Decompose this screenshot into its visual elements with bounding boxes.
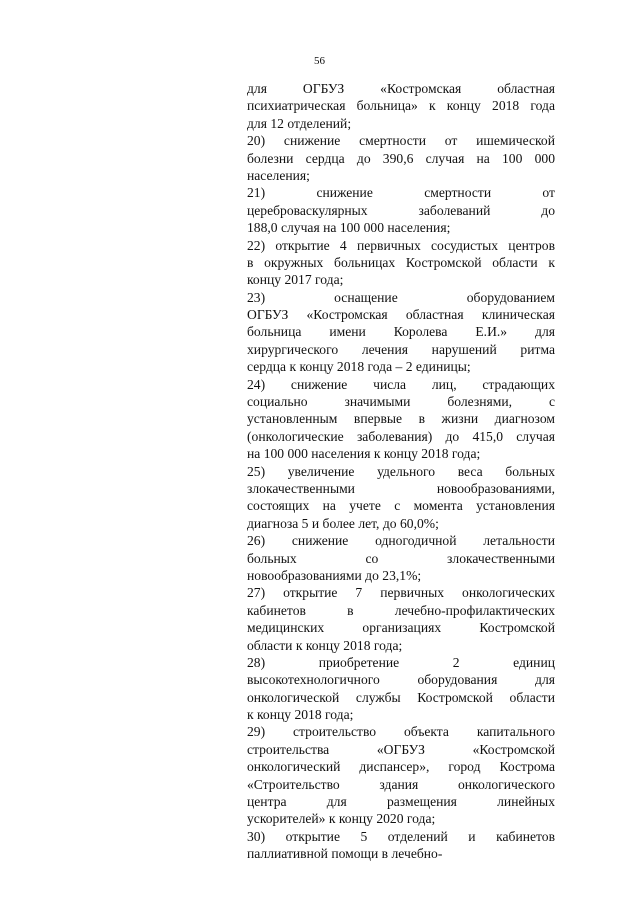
paragraph	[247, 237, 555, 289]
text-line: паллиативной помощи в лечебно-	[247, 846, 443, 862]
paragraph	[247, 463, 555, 533]
text-line: ОГБУЗ «Костромская областная клиническая	[247, 307, 555, 323]
text-line: высокотехнологичного оборудования для	[247, 672, 555, 688]
text-line: для 12 отделений;	[247, 115, 352, 131]
paragraph	[247, 376, 555, 463]
text-line: строительства «ОГБУЗ «Костромской	[247, 741, 555, 757]
text-line: онкологический диспансер», город Кострома	[247, 759, 555, 775]
text-line: концу 2017 года;	[247, 272, 344, 288]
text-line: к концу 2018 года;	[247, 707, 354, 723]
text-line: психиатрическая больница» к концу 2018 года	[247, 98, 555, 114]
text-line: 188,0 случая на 100 000 населения;	[247, 220, 451, 236]
page-number: 56	[314, 55, 325, 67]
text-line: на 100 000 населения к концу 2018 года;	[247, 446, 481, 462]
text-line: хирургического лечения нарушений ритма	[247, 341, 555, 357]
paragraph	[247, 723, 555, 827]
text-line: состоящих на учете с момента установления	[247, 498, 555, 514]
text-line: диагноза 5 и более лет, до 60,0%;	[247, 515, 439, 531]
text-line: в окружных больницах Костромской области к	[247, 254, 555, 270]
paragraph	[247, 828, 555, 863]
text-line: «Строительство здания онкологического	[247, 776, 555, 792]
text-line: 30) открытие 5 отделений и кабинетов	[247, 828, 555, 844]
text-line: цереброваскулярных заболеваний до	[247, 202, 555, 218]
text-line: 28) приобретение 2 единиц	[247, 654, 555, 670]
text-line: сердца к концу 2018 года – 2 единицы;	[247, 359, 471, 375]
text-line: населения;	[247, 167, 310, 183]
paragraph	[247, 132, 555, 184]
text-line: больных со злокачественными	[247, 550, 555, 566]
paragraph	[247, 532, 555, 584]
paragraph	[247, 184, 555, 236]
text-line: ускорителей» к концу 2020 года;	[247, 811, 436, 827]
text-line: онкологической службы Костромской области	[247, 689, 555, 705]
text-line: социально значимыми болезнями, с	[247, 394, 555, 410]
text-line: новообразованиями до 23,1%;	[247, 567, 422, 583]
text-line: 21) снижение смертности от	[247, 185, 555, 201]
text-line: для ОГБУЗ «Костромская областная	[247, 81, 555, 96]
paragraph	[247, 584, 555, 654]
document-body	[247, 80, 555, 863]
text-line: области к концу 2018 года;	[247, 637, 403, 653]
text-line: 24) снижение числа лиц, страдающих	[247, 376, 555, 392]
text-line: 27) открытие 7 первичных онкологических	[247, 585, 555, 601]
text-line: 29) строительство объекта капитального	[247, 724, 555, 740]
text-line: центра для размещения линейных	[247, 794, 555, 810]
paragraph	[247, 289, 555, 376]
text-line: больница имени Королева Е.И.» для	[247, 324, 555, 340]
text-line: 26) снижение одногодичной летальности	[247, 533, 555, 549]
paragraph	[247, 654, 555, 724]
text-line: 22) открытие 4 первичных сосудистых центров	[247, 237, 555, 253]
text-line: 25) увеличение удельного веса больных	[247, 463, 555, 479]
text-line: 23) оснащение оборудованием	[247, 289, 555, 305]
text-line: медицинских организациях Костромской	[247, 620, 555, 636]
text-line: злокачественными новообразованиями,	[247, 480, 555, 496]
text-line: 20) снижение смертности от ишемической	[247, 133, 555, 149]
text-line: установленным впервые в жизни диагнозом	[247, 411, 555, 427]
text-line: болезни сердца до 390,6 случая на 100 000	[247, 150, 555, 166]
text-line: (онкологические заболевания) до 415,0 случая	[247, 428, 555, 444]
paragraph	[247, 80, 555, 132]
text-line: кабинетов в лечебно-профилактических	[247, 602, 555, 618]
